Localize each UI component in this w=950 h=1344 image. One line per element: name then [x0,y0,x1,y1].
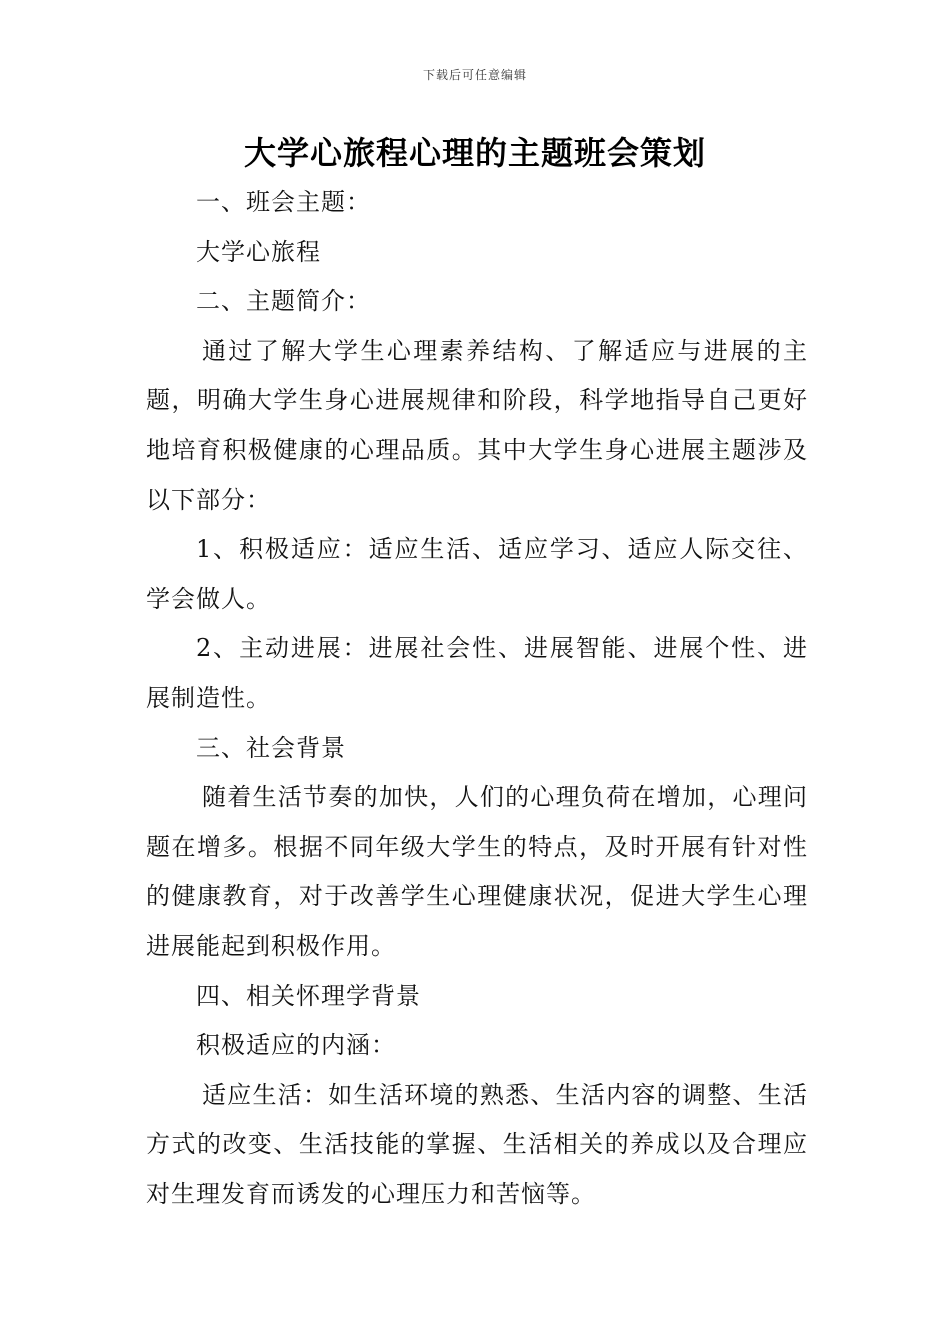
document-title: 大学心旅程心理的主题班会策划 [243,134,706,172]
subheading-adapt-meaning: 积极适应的内涵： [196,1031,396,1060]
list-item-develop: 2、主动进展：进展社会性、进展智能、进展个性、进展制造性。 [146,634,808,712]
section-heading-intro: 二、主题简介： [196,287,371,316]
paragraph-theme: 大学心旅程 [196,237,321,266]
header-note: 下载后可任意编辑 [422,68,527,82]
paragraph-adapt-life: 适应生活：如生活环境的熟悉、生活内容的调整、生活方式的改变、生活技能的掌握、生活相关的养成以及合理应对生理发育而诱发的心理压力和苦恼等。 [146,1080,808,1208]
section-heading-psychology: 四、相关怀理学背景 [196,981,421,1010]
list-item-adapt: 1、积极适应：适应生活、适应学习、适应人际交往、学会做人。 [146,535,808,613]
paragraph-intro: 通过了解大学生心理素养结构、了解适应与进展的主题，明确大学生身心进展规律和阶段，科学地指导自己更好地培育积极健康的心理品质。其中大学生身心进展主题涉及以下部分： [146,336,808,514]
section-heading-theme: 一、班会主题： [196,188,371,216]
paragraph-background: 随着生活节奏的加快，人们的心理负荷在增加，心理问题在增多。根据不同年级大学生的特点，及时开展有针对性的健康教育，对于改善学生心理健康状况，促进大学生心理进展能起到积极作用。 [146,783,808,960]
section-heading-background: 三、社会背景 [196,733,346,762]
document-body [146,178,808,1219]
